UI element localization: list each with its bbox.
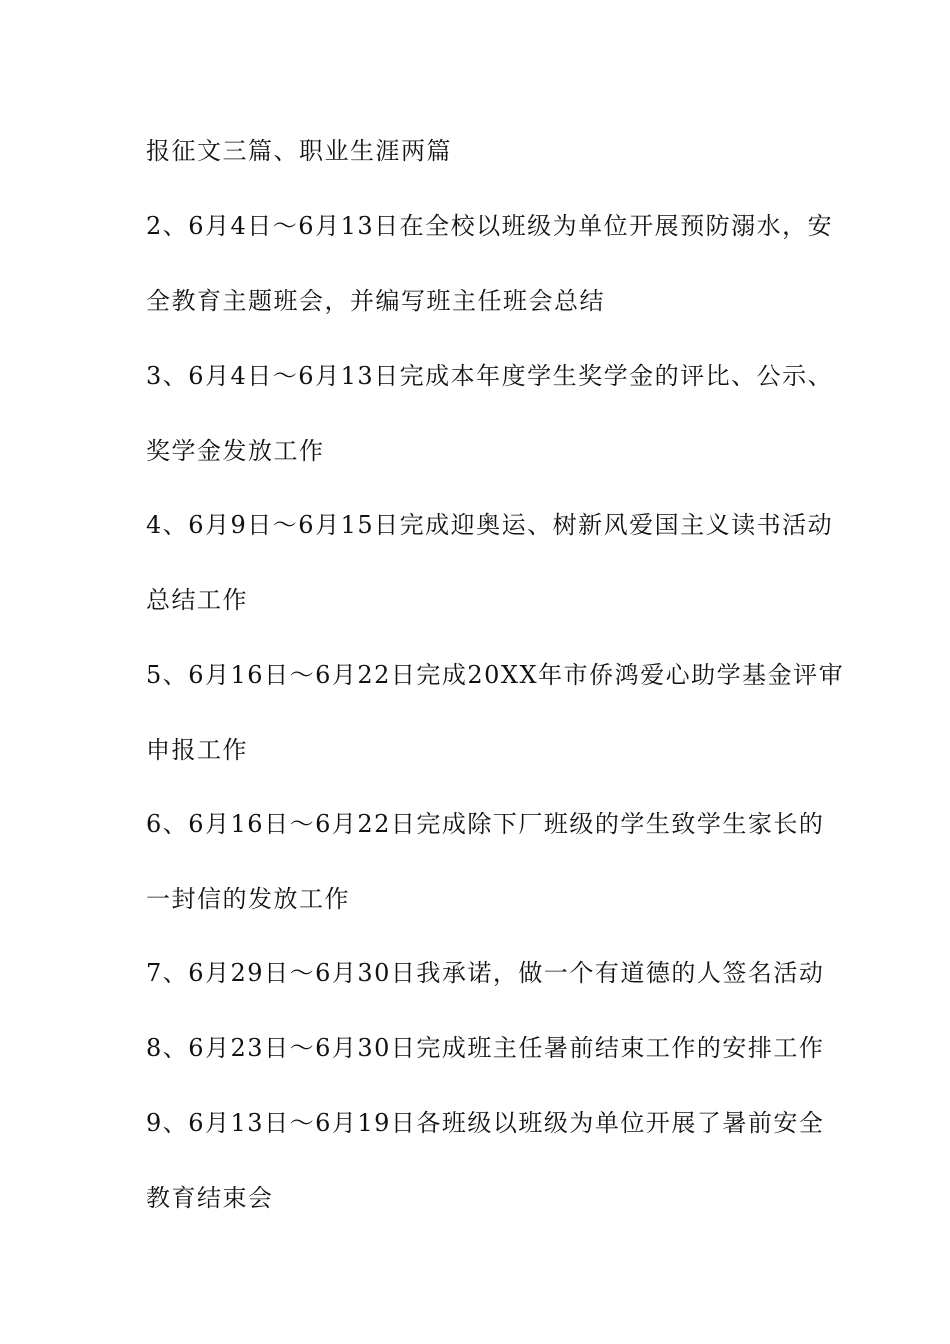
text-line: 3、6月4日～6月13日完成本年度学生奖学金的评比、公示、 <box>146 362 834 390</box>
text-line: 一封信的发放工作 <box>146 885 350 913</box>
text-line: 申报工作 <box>146 736 248 764</box>
text-line: 5、6月16日～6月22日完成20XX年市侨鸿爱心助学基金评审 <box>146 661 845 689</box>
text-line: 教育结束会 <box>146 1184 274 1212</box>
text-line: 全教育主题班会，并编写班主任班会总结 <box>146 287 605 315</box>
text-line: 报征文三篇、职业生涯两篇 <box>146 137 452 165</box>
text-line: 8、6月23日～6月30日完成班主任暑前结束工作的安排工作 <box>146 1034 825 1062</box>
text-line: 7、6月29日～6月30日我承诺，做一个有道德的人签名活动 <box>146 959 825 987</box>
text-line: 9、6月13日～6月19日各班级以班级为单位开展了暑前安全 <box>146 1109 825 1137</box>
text-line: 奖学金发放工作 <box>146 437 325 465</box>
text-line: 6、6月16日～6月22日完成除下厂班级的学生致学生家长的 <box>146 810 825 838</box>
text-line: 2、6月4日～6月13日在全校以班级为单位开展预防溺水，安 <box>146 212 834 240</box>
text-line: 总结工作 <box>146 586 248 614</box>
text-line: 4、6月9日～6月15日完成迎奥运、树新风爱国主义读书活动 <box>146 511 834 539</box>
